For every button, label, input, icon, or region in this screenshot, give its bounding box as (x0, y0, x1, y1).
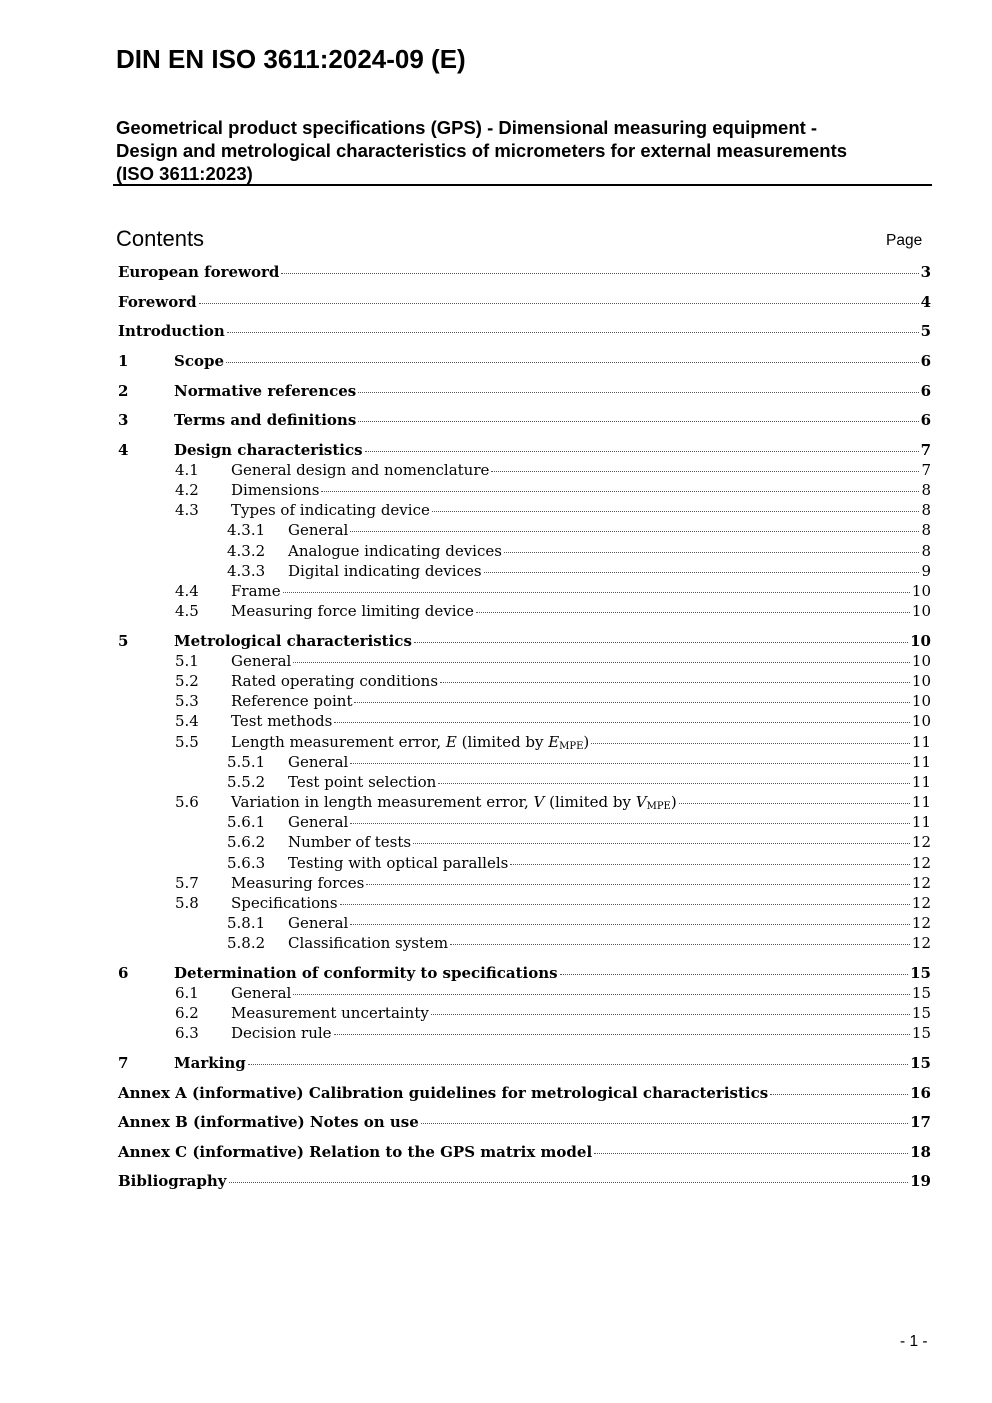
toc-entry-number: 5.6 (175, 793, 199, 811)
toc-entry-title: Classification system (288, 934, 449, 952)
toc-entry-title: Number of tests (288, 833, 412, 851)
subscript-mpe: MPE (646, 801, 671, 812)
dot-leader (358, 391, 918, 393)
toc-entry-general[interactable] (231, 983, 931, 1003)
toc-entry-page: 8 (921, 481, 931, 499)
toc-entry-general[interactable] (288, 812, 931, 832)
toc-entry-digital-indicating-devices[interactable] (288, 561, 931, 581)
toc-entry-title: General design and nomenclature (231, 461, 490, 479)
toc-entry-title: Terms and definitions (174, 411, 357, 429)
toc-entry-title: Measuring forces (231, 874, 365, 892)
toc-entry-number: 5.5.2 (227, 773, 266, 791)
toc-entry-page: 12 (911, 894, 931, 912)
dot-leader (334, 1033, 910, 1035)
toc-entry-page: 3 (920, 263, 931, 281)
dot-leader (334, 721, 910, 723)
toc-entry-decision-rule[interactable] (231, 1023, 931, 1043)
toc-entry-page: 11 (911, 733, 931, 751)
toc-entry-page: 12 (911, 833, 931, 851)
toc-entry-page: 10 (911, 602, 931, 620)
title-part: ) (583, 733, 590, 751)
toc-entry-page: 19 (910, 1172, 931, 1190)
toc-entry-page: 17 (910, 1113, 931, 1131)
toc-entry-page: 5 (920, 322, 931, 340)
dot-leader (770, 1093, 908, 1095)
toc-entry-title: Annex A (informative) Calibration guidelines for metrological characteristics (118, 1084, 769, 1102)
title-part: Variation in length measurement error, (231, 793, 534, 811)
toc-entry-european-foreword[interactable] (118, 262, 931, 282)
toc-entry-title: General (288, 753, 349, 771)
toc-entry-title: Annex B (informative) Notes on use (118, 1113, 419, 1131)
toc-entry-testing-with-optical-parallels[interactable] (288, 853, 931, 873)
dot-leader (679, 802, 910, 804)
toc-entry-number: 7 (118, 1054, 129, 1072)
dot-leader (414, 641, 908, 643)
toc-entry-page: 16 (910, 1084, 931, 1102)
toc-entry-annex-b[interactable] (118, 1112, 931, 1132)
dot-leader (491, 470, 919, 472)
toc-entry-number: 3 (118, 411, 129, 429)
toc-entry-title: Bibliography (118, 1172, 227, 1190)
toc-entry-test-point-selection[interactable] (288, 772, 931, 792)
toc-entry-number: 5.6.3 (227, 854, 266, 872)
toc-entry-page: 11 (911, 813, 931, 831)
toc-entry-types-of-indicating-device[interactable] (231, 500, 931, 520)
toc-entry-title: Rated operating conditions (231, 672, 439, 690)
toc-entry-number: 6 (118, 964, 129, 982)
title-part: (limited by (544, 793, 636, 811)
dot-leader (350, 530, 919, 532)
dot-leader (594, 1152, 908, 1154)
toc-entry-page: 8 (921, 521, 931, 539)
dot-leader (226, 361, 919, 363)
toc-entry-page: 15 (910, 964, 931, 982)
page-column-label: Page (886, 232, 923, 249)
toc-entry-title: Decision rule (231, 1024, 332, 1042)
toc-entry-number: 5.3 (175, 692, 199, 710)
dot-leader (450, 943, 910, 945)
toc-entry-title: General (288, 813, 349, 831)
dot-leader (438, 782, 910, 784)
toc-entry-number: 5.5.1 (227, 753, 266, 771)
dot-leader (350, 762, 910, 764)
toc-entry-annex-a[interactable] (118, 1083, 931, 1103)
toc-entry-title: Determination of conformity to specifications (174, 964, 558, 982)
toc-entry-reference-point[interactable] (231, 691, 931, 711)
toc-entry-dimensions[interactable] (231, 480, 931, 500)
toc-entry-page: 10 (911, 712, 931, 730)
toc-entry-number: 5.5 (175, 733, 199, 751)
toc-entry-page: 4 (920, 293, 931, 311)
toc-entry-page: 12 (911, 874, 931, 892)
dot-leader (440, 681, 910, 683)
toc-entry-title: General (288, 914, 349, 932)
toc-entry-number: 5.6.1 (227, 813, 266, 831)
dot-leader (432, 510, 920, 512)
toc-entry-number: 4.1 (175, 461, 199, 479)
toc-entry-title: Test point selection (288, 773, 437, 791)
toc-entry-title: Digital indicating devices (288, 562, 482, 580)
toc-entry-page: 11 (911, 773, 931, 791)
toc-entry-number: 5 (118, 632, 129, 650)
toc-entry-page: 10 (911, 652, 931, 670)
dot-leader (365, 450, 919, 452)
toc-entry-page: 6 (920, 352, 931, 370)
toc-entry-analogue-indicating-devices[interactable] (288, 541, 931, 561)
toc-entry-number: 4.5 (175, 602, 199, 620)
toc-entry-marking[interactable] (174, 1053, 931, 1073)
subtitle-line: Geometrical product specifications (GPS) - Dimensional measuring equipment - (116, 117, 818, 138)
toc-entry-number: 5.2 (175, 672, 199, 690)
symbol-v: V (635, 793, 647, 811)
dot-leader (358, 420, 918, 422)
title-part: ) (670, 793, 677, 811)
toc-entry-general[interactable] (231, 651, 931, 671)
toc-entry-title: Analogue indicating devices (288, 542, 502, 560)
dot-leader (484, 571, 920, 573)
toc-entry-foreword[interactable] (118, 292, 931, 312)
toc-entry-number: 4 (118, 441, 129, 459)
toc-entry-page: 6 (920, 411, 931, 429)
dot-leader (510, 863, 910, 865)
toc-entry-page: 18 (910, 1143, 931, 1161)
toc-entry-general-design[interactable] (231, 460, 931, 480)
toc-entry-page: 12 (911, 914, 931, 932)
toc-entry-number: 6.1 (175, 984, 199, 1002)
dot-leader (281, 272, 918, 274)
toc-entry-number: 6.3 (175, 1024, 199, 1042)
toc-entry-number: 5.1 (175, 652, 199, 670)
title-part: (limited by (456, 733, 549, 751)
dot-leader (293, 661, 910, 663)
toc-entry-title: General (231, 984, 292, 1002)
toc-entry-page: 10 (910, 632, 931, 650)
toc-entry-page: 11 (911, 793, 931, 811)
dot-leader (340, 903, 910, 905)
toc-entry-specifications[interactable] (231, 893, 931, 913)
toc-entry-number: 1 (118, 352, 129, 370)
document-id: DIN EN ISO 3611:2024-09 (E) (116, 44, 466, 74)
toc-entry-general[interactable] (288, 752, 931, 772)
toc-entry-title: General (288, 521, 349, 539)
toc-entry-number: 2 (118, 382, 129, 400)
subtitle-line: Design and metrological characteristics of micrometers for external measurements (116, 140, 848, 161)
dot-leader (504, 551, 919, 553)
toc-entry-title: Frame (231, 582, 281, 600)
toc-entry-introduction[interactable] (118, 321, 931, 341)
toc-entry-number: 4.2 (175, 481, 199, 499)
toc-entry-title: Foreword (118, 293, 197, 311)
toc-entry-number: 4.4 (175, 582, 199, 600)
toc-entry-page: 15 (911, 1024, 931, 1042)
toc-entry-page: 6 (920, 382, 931, 400)
dot-leader (476, 611, 910, 613)
subscript-mpe: MPE (559, 741, 584, 752)
toc-entry-title: Normative references (174, 382, 357, 400)
toc-entry-title: Measuring force limiting device (231, 602, 474, 620)
title-part: Length measurement error, (231, 733, 446, 751)
toc-entry-determination-of-conformity[interactable] (174, 963, 931, 983)
toc-entry-scope[interactable] (174, 351, 931, 371)
toc-entry-measurement-uncertainty[interactable] (231, 1003, 931, 1023)
dot-leader (283, 591, 910, 593)
toc-entry-page: 9 (921, 562, 931, 580)
toc-entry-number: 4.3.2 (227, 542, 266, 560)
dot-leader (350, 822, 910, 824)
toc-entry-metrological-characteristics[interactable] (174, 631, 931, 651)
dot-leader (229, 1181, 909, 1183)
contents-heading: Contents (116, 226, 205, 251)
toc-entry-title: Specifications (231, 894, 338, 912)
toc-entry-terms-and-definitions[interactable] (174, 410, 931, 430)
subtitle-line: (ISO 3611:2023) (116, 163, 253, 184)
toc-entry-title: Marking (174, 1054, 246, 1072)
toc-entry-page: 11 (911, 753, 931, 771)
toc-entry-rated-operating-conditions[interactable] (231, 671, 931, 691)
toc-entry-title: Test methods (231, 712, 333, 730)
toc-entry-page: 7 (920, 441, 931, 459)
toc-entry-page: 15 (911, 984, 931, 1002)
toc-entry-title: Scope (174, 352, 225, 370)
toc-entry-title: Dimensions (231, 481, 320, 499)
toc-entry-page: 15 (910, 1054, 931, 1072)
toc-entry-number: 5.7 (175, 874, 199, 892)
toc-entry-test-methods[interactable] (231, 711, 931, 731)
toc-entry-number: 4.3.1 (227, 521, 266, 539)
toc-entry-title: Measurement uncertainty (231, 1004, 429, 1022)
toc-entry-number-of-tests[interactable] (288, 832, 931, 852)
toc-entry-measuring-force-limiting-device[interactable] (231, 601, 931, 621)
toc-entry-general[interactable] (288, 520, 931, 540)
toc-entry-measuring-forces[interactable] (231, 873, 931, 893)
toc-entry-title: Testing with optical parallels (288, 854, 509, 872)
dot-leader (350, 923, 910, 925)
toc-entry-annex-c[interactable] (118, 1142, 931, 1162)
toc-entry-page: 8 (921, 501, 931, 519)
symbol-e: E (445, 733, 457, 751)
dot-leader (591, 742, 910, 744)
toc-entry-title: European foreword (118, 263, 280, 281)
toc-entry-number: 4.3.3 (227, 562, 266, 580)
toc-entry-number: 5.8.1 (227, 914, 266, 932)
toc-entry-page: 10 (911, 582, 931, 600)
dot-leader (431, 1013, 910, 1015)
dot-leader (354, 701, 909, 703)
dot-leader (199, 302, 919, 304)
toc-entry-number: 5.8 (175, 894, 199, 912)
toc-entry-number: 5.8.2 (227, 934, 266, 952)
toc-entry-general[interactable] (288, 913, 931, 933)
toc-entry-frame[interactable] (231, 581, 931, 601)
toc-entry-page: 7 (921, 461, 931, 479)
toc-entry-number: 4.3 (175, 501, 199, 519)
toc-entry-title: Metrological characteristics (174, 632, 412, 650)
toc-entry-page: 10 (911, 692, 931, 710)
dot-leader (227, 331, 919, 333)
toc-entry-number: 5.4 (175, 712, 199, 730)
toc-entry-page: 8 (921, 542, 931, 560)
symbol-e: E (548, 733, 560, 751)
toc-entry-title: General (231, 652, 292, 670)
toc-entry-page: 12 (911, 934, 931, 952)
toc-entry-design-characteristics[interactable] (174, 440, 931, 460)
toc-entry-length-measurement-error[interactable] (231, 732, 931, 752)
toc-entry-title: Annex C (informative) Relation to the GPS matrix model (118, 1143, 593, 1161)
toc-entry-page: 12 (911, 854, 931, 872)
dot-leader (560, 973, 909, 975)
toc-entry-number: 6.2 (175, 1004, 199, 1022)
page-number: - 1 - (900, 1333, 928, 1350)
dot-leader (413, 842, 910, 844)
toc-entry-variation-in-length-measurement-error[interactable] (231, 792, 931, 812)
toc-entry-number: 5.6.2 (227, 833, 266, 851)
symbol-v: V (533, 793, 545, 811)
dot-leader (293, 993, 910, 995)
dot-leader (421, 1122, 908, 1124)
toc-entry-title: Reference point (231, 692, 353, 710)
toc-entry-page: 15 (911, 1004, 931, 1022)
toc-entry-normative-references[interactable] (174, 381, 931, 401)
toc-entry-page: 10 (911, 672, 931, 690)
dot-leader (366, 883, 910, 885)
toc-entry-title: Introduction (118, 322, 225, 340)
dot-leader (248, 1063, 908, 1065)
toc-entry-title: Design characteristics (174, 441, 363, 459)
toc-entry-title: Types of indicating device (231, 501, 430, 519)
toc-entry-classification-system[interactable] (288, 933, 931, 953)
dot-leader (321, 490, 919, 492)
toc-entry-bibliography[interactable] (118, 1171, 931, 1191)
